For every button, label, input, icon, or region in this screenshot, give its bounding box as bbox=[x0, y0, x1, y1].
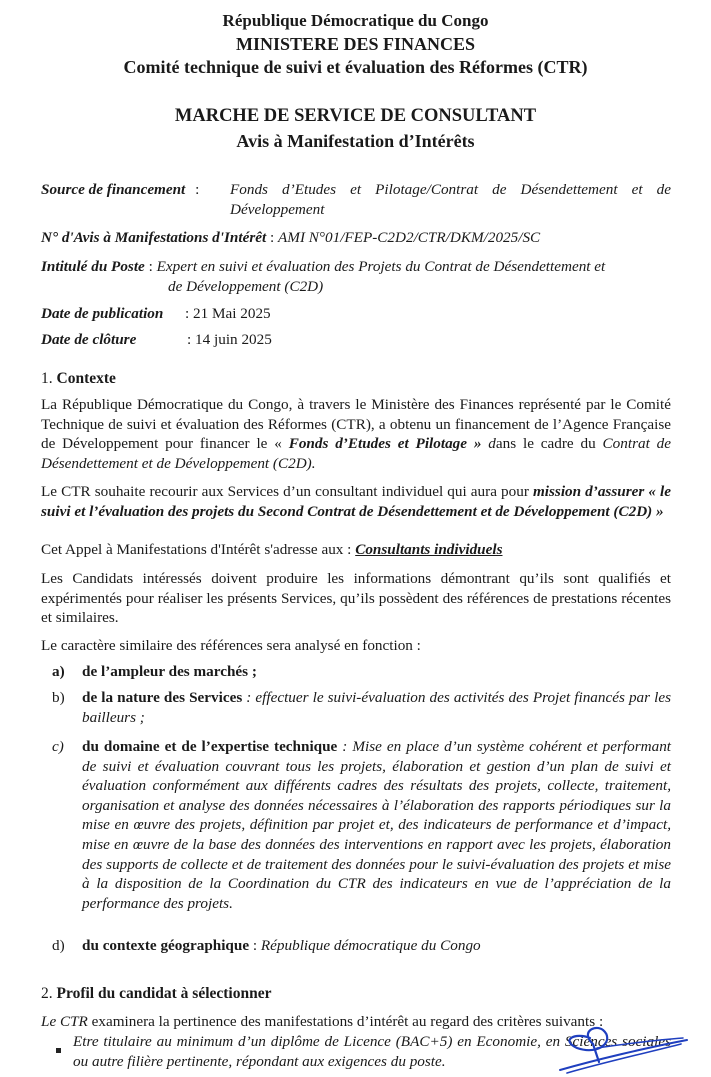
notice-number-row bbox=[41, 228, 681, 248]
position-title-label: Intitulé du Poste bbox=[41, 258, 145, 275]
list-marker: d) bbox=[52, 937, 65, 954]
criteria-item-a bbox=[52, 662, 671, 682]
section-2-title: Profil du candidat à sélectionner bbox=[56, 985, 272, 1002]
separator: : bbox=[269, 229, 275, 246]
call-audience-target: Consultants individuels bbox=[355, 541, 503, 558]
list-marker: c) bbox=[52, 738, 64, 755]
context-text-d: d bbox=[481, 435, 496, 452]
funding-source-value-line2 bbox=[230, 200, 671, 220]
profile-intro-text: examinera la pertinence des manifestations d’intérêt au regard des critères suivants : bbox=[87, 1013, 604, 1030]
notice-type-title: Avis à Manifestation d’Intérêts bbox=[236, 131, 475, 151]
section-2-number: 2. bbox=[41, 985, 53, 1002]
position-title-value-cont: de Développement (C2D) bbox=[168, 278, 324, 295]
section-1-title: Contexte bbox=[56, 370, 116, 387]
section-1-heading bbox=[41, 370, 116, 388]
closing-date-value: 14 juin 2025 bbox=[195, 331, 272, 348]
list-marker: b) bbox=[52, 689, 65, 706]
bullet-square-icon bbox=[56, 1039, 61, 1059]
publication-date-value-wrap bbox=[185, 304, 485, 324]
ministry-name: MINISTERE DES FINANCES bbox=[235, 34, 476, 54]
criteria-description: : Mise en place d’un système cohérent et performant de suivi et évaluation couvrant tous les projets, élaboration et gestion d’un plan de suivi et évaluation conformément aux différents cadres des résultats des projets, collecte, traitement, organisation et analyse des données nécessaires à l’élaboration des rapports périodiques sur la mise en œuvre des projets, définition par projet et, des indicateurs de performance et d’impact, mise en œuvre de la base des données des interventions en rapport avec les projets, élaboration des supports de collecte et de traitement des données pour le suivi-évaluation des projets et mise à la disposition de la Coordination du CTR des indicateurs en vue de l’appréciation de la performance des projets. bbox=[82, 738, 672, 912]
committee-name: Comité technique de suivi et évaluation des Réformes (CTR) bbox=[123, 57, 588, 77]
closing-date-value-wrap bbox=[187, 330, 487, 350]
criteria-item-d: d) du contexte géographique : République démocratique du Congo bbox=[52, 937, 481, 954]
separator: : bbox=[195, 181, 200, 198]
list-marker: a) bbox=[52, 663, 65, 680]
funding-source-value: Fonds d’Etudes et Pilotage/Contrat de Désendettement et de bbox=[230, 181, 671, 198]
position-title-row bbox=[41, 257, 681, 277]
criteria-item-c bbox=[52, 737, 671, 913]
contract-name: Contrat de Désendettement et de Développement (C2D). bbox=[41, 435, 671, 472]
fund-name: Fonds d’Etudes et Pilotage » bbox=[288, 435, 482, 452]
criteria-description: République démocratique du Congo bbox=[260, 937, 481, 954]
separator: : bbox=[187, 331, 192, 348]
context-paragraph-3 bbox=[41, 569, 671, 628]
separator: : bbox=[185, 305, 190, 322]
context-text-cont: ans le cadre du bbox=[495, 435, 603, 452]
position-title-row-cont bbox=[168, 277, 668, 297]
criteria-title: du contexte géographique bbox=[82, 937, 250, 954]
criteria-title: du domaine et de l’expertise technique bbox=[82, 738, 338, 755]
criteria-description: : effectuer le suivi-évaluation des activités des Projet financés par les bailleurs ; bbox=[82, 689, 671, 726]
section-2-heading bbox=[41, 985, 272, 1003]
publication-date-label: Date de publication bbox=[41, 305, 164, 322]
mission-text: mission d’assurer « le suivi et l’évaluation des projets du Second Contrat de Désendettement et de Développement (C2D) » bbox=[41, 483, 671, 520]
profile-criterion-text: Etre titulaire au minimum d’un diplôme de Licence (BAC+5) en Economie, en Sciences sociales ou autre filière pertinente, répondant aux exigences du poste. bbox=[73, 1033, 671, 1070]
separator: : bbox=[148, 258, 153, 275]
call-audience-line bbox=[41, 540, 671, 560]
profile-intro-ctr: Le CTR bbox=[41, 1013, 88, 1030]
section-1-number: 1. bbox=[41, 370, 53, 387]
criteria-item-b bbox=[52, 688, 671, 727]
context-text: La République Démocratique du Congo, à travers le Ministère des Finances représenté par le Comité Technique de suivi et évaluation des Réformes (CTR), a obtenu un financement de l’Agence Française de Développement pour financer le « bbox=[41, 396, 671, 452]
signature-scribble-icon bbox=[555, 1018, 705, 1077]
mission-intro: Le CTR souhaite recourir aux Services d’un consultant individuel qui aura pour bbox=[41, 483, 533, 500]
position-title-value: Expert en suivi et évaluation des Projets du Contrat de Désendettement et bbox=[156, 258, 606, 275]
criteria-intro-text: Le caractère similaire des références sera analysé en fonction : bbox=[41, 637, 421, 654]
closing-date-label: Date de clôture bbox=[41, 331, 137, 348]
funding-source-value-cont: Développement bbox=[230, 201, 325, 218]
country-name: République Démocratique du Congo bbox=[222, 11, 489, 30]
market-type-title: MARCHE DE SERVICE DE CONSULTANT bbox=[174, 106, 537, 126]
context-paragraph-2 bbox=[41, 482, 671, 521]
context-paragraph-1 bbox=[41, 395, 671, 473]
publication-date-value: 21 Mai 2025 bbox=[193, 305, 271, 322]
funding-source-value-line1 bbox=[230, 180, 671, 200]
criteria-intro bbox=[41, 636, 671, 656]
criteria-title: de la nature des Services bbox=[82, 689, 243, 706]
notice-number-value: AMI N°01/FEP-C2D2/CTR/DKM/2025/SC bbox=[278, 229, 541, 246]
notice-number-label: N° d'Avis à Manifestations d'Intérêt bbox=[41, 229, 267, 246]
candidate-requirements-text: Les Candidats intéressés doivent produire les informations démontrant qu’ils sont qualifiés et expérimentés pour réaliser les présents Services, qu’ils possèdent des références de prestations récentes et similaires. bbox=[41, 570, 671, 626]
call-audience-label: Cet Appel à Manifestations d'Intérêt s'adresse aux : bbox=[41, 541, 356, 558]
criteria-title: de l’ampleur des marchés ; bbox=[82, 663, 257, 680]
funding-source-label: Source de financement bbox=[41, 181, 186, 198]
